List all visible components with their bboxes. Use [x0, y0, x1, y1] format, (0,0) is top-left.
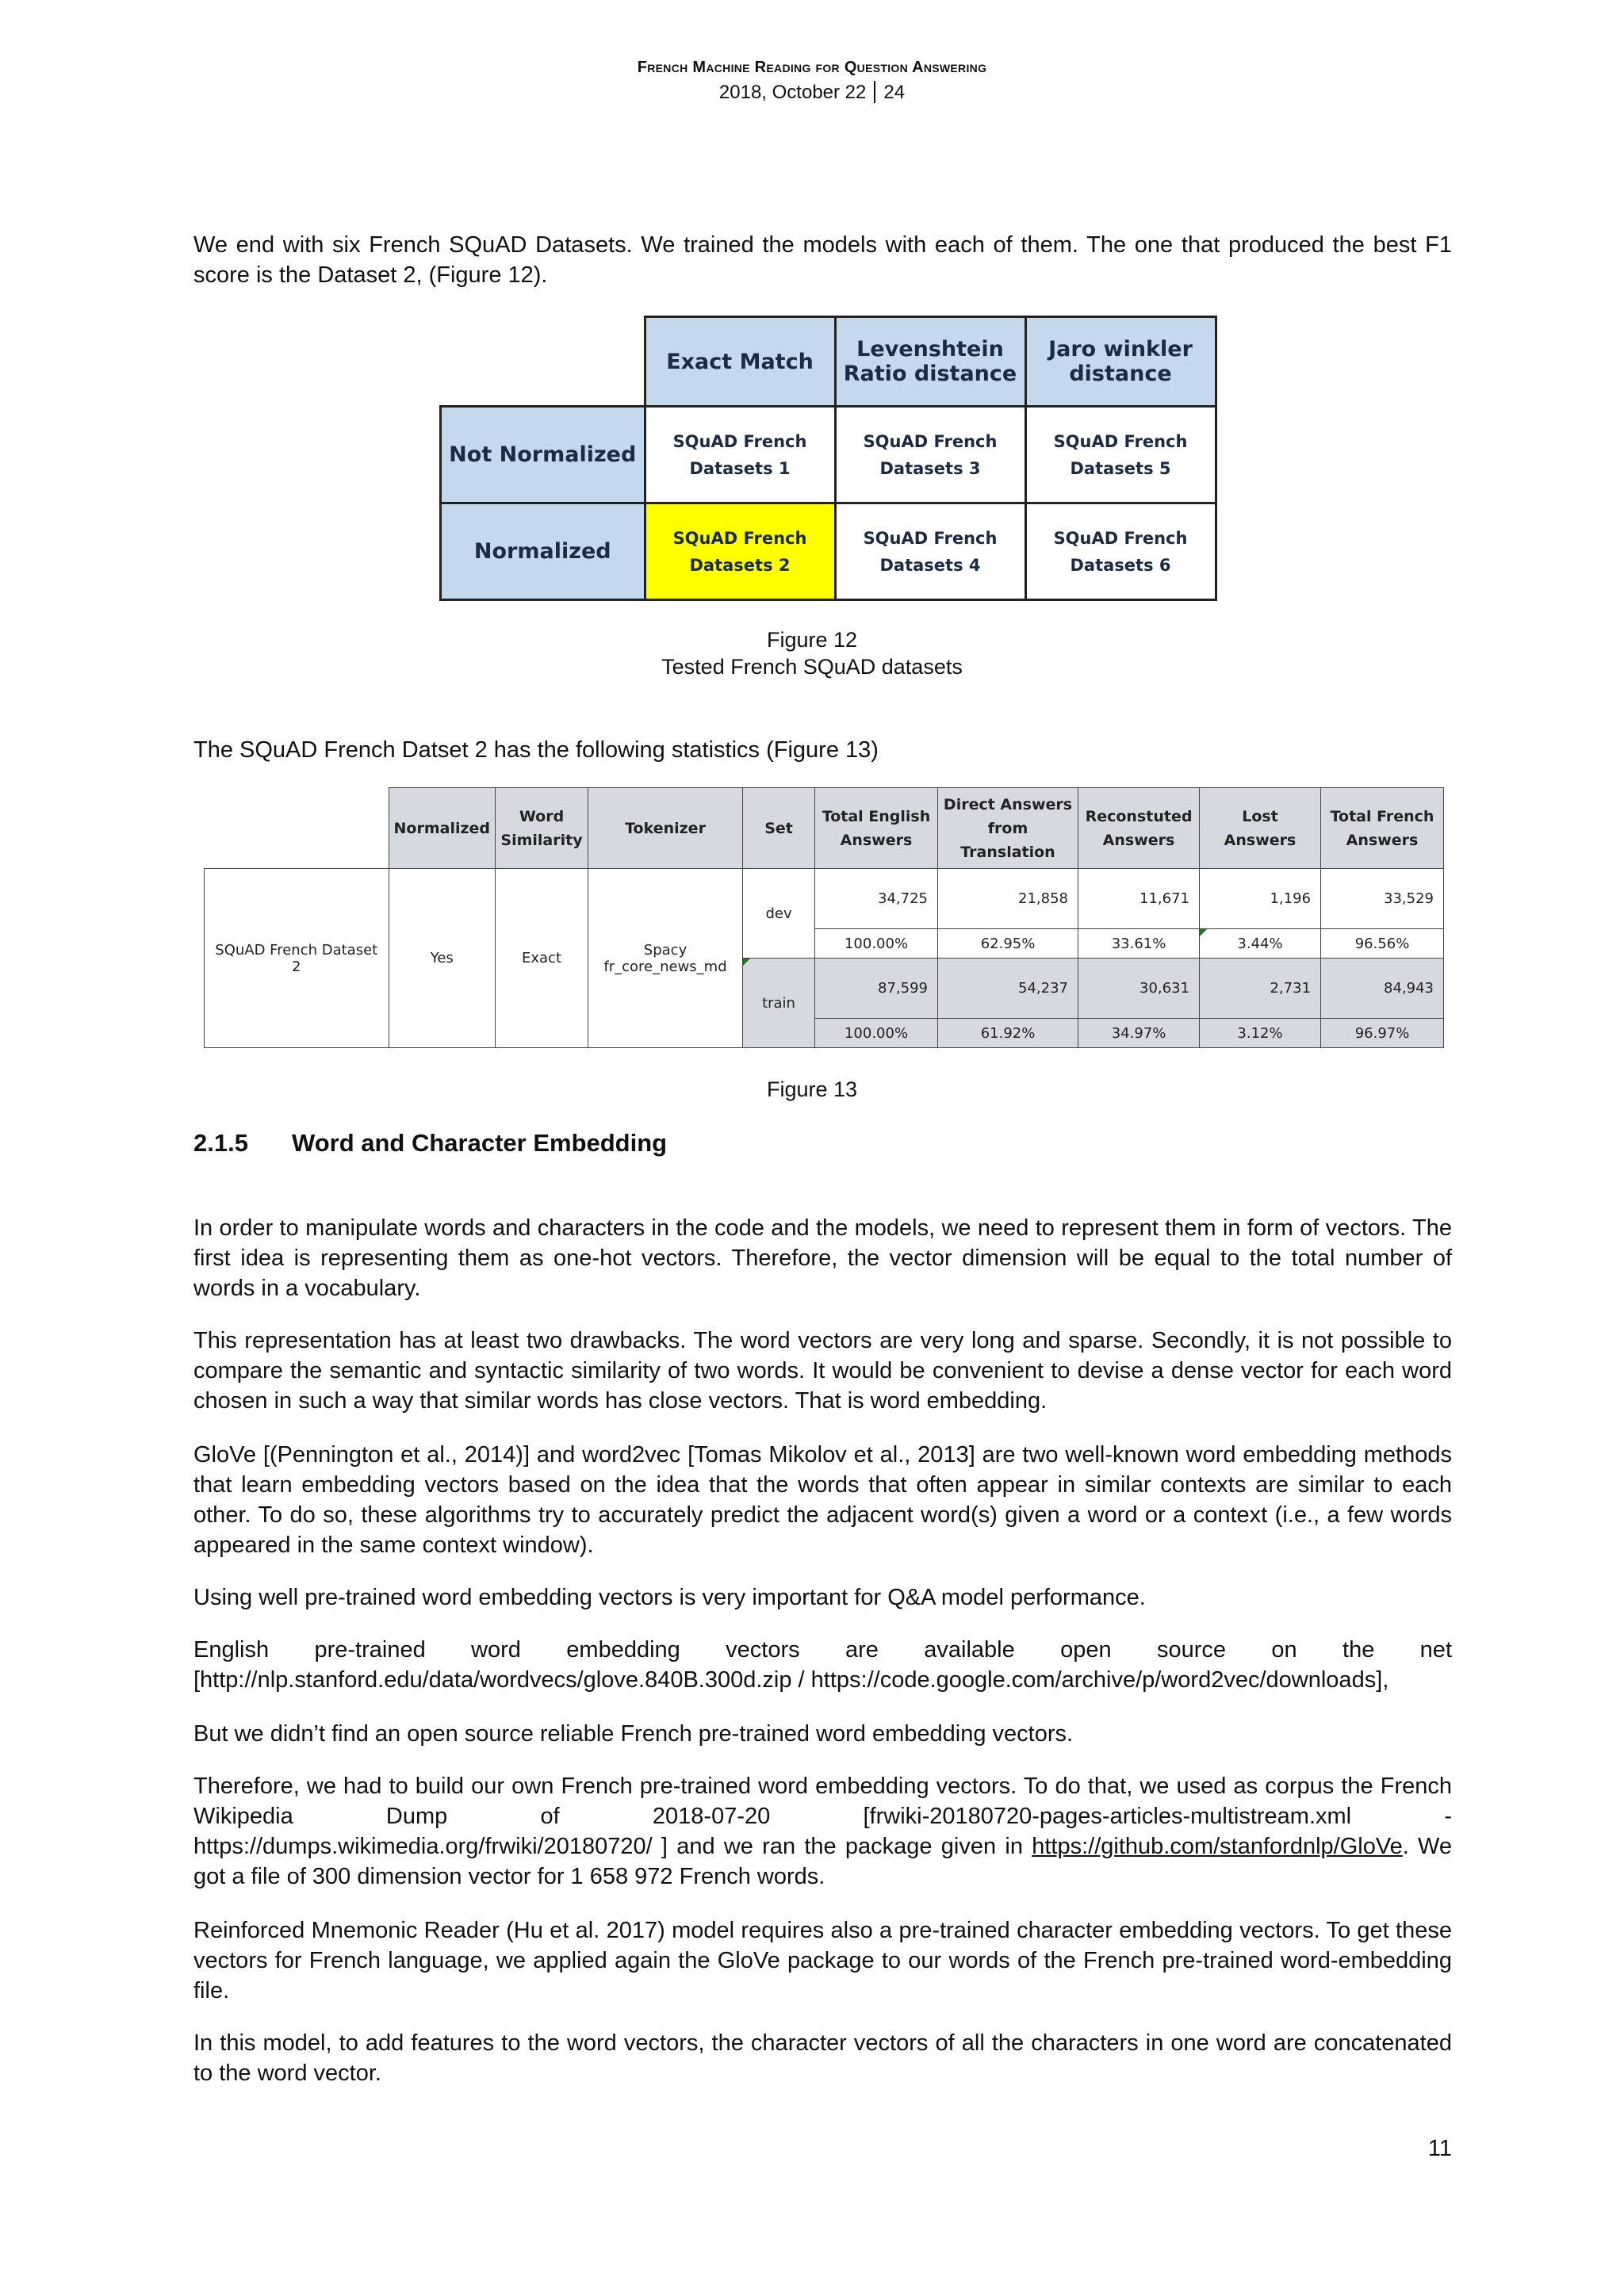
paragraph-5: English pre-trained word embedding vectors are available open source on the net [http://nlp.stanford.edu/data/wordvecs/glove.840B.300d.zip / https://code.google.com/archive/p/word2vec/downloads], [193, 1637, 1452, 1693]
dev-count: 21,858 [938, 869, 1078, 929]
paragraph-1: In order to manipulate words and characters in the code and the models, we need to represent them in form of vectors. The first idea is representing them as one-hot vectors. Therefore, the vector dimension will be equal to the total number of words in a vocabulary. [193, 1215, 1452, 1301]
th-lost-answers: Lost Answers [1200, 788, 1321, 869]
figure-13-caption: Figure 13 [766, 1077, 858, 1101]
dev-count: 33,529 [1321, 869, 1444, 929]
paragraph-3: GloVe [(Pennington et al., 2014)] and word2vec [Tomas Mikolov et al., 2013] are two well-known word embedding methods that learn embedding vectors based on the idea that the words that often appear in similar contexts are similar to each other. To do so, these algorithms try to accurately predict the adjacent word(s) given a word or a context (i.e., a few words appeared in the same context window). [193, 1442, 1452, 1558]
train-pct: 100.00% [815, 1019, 938, 1048]
th-set: Set [743, 788, 815, 869]
dev-count: 34,725 [815, 869, 938, 929]
train-pct: 3.12% [1200, 1019, 1321, 1048]
grid-cell-highlighted: SQuAD French Datasets 2 [645, 503, 835, 600]
paragraph-8: Reinforced Mnemonic Reader (Hu et al. 2017) model requires also a pre-trained character embedding vectors. To get these vectors for French language, we applied again the GloVe package to our words of the French pre-trained word-embedding file. [193, 1918, 1452, 2003]
stats-intro: The SQuAD French Datset 2 has the following statistics (Figure 13) [193, 737, 879, 763]
dev-pct: 96.56% [1321, 929, 1444, 959]
figure-12-title: Tested French SQuAD datasets [661, 655, 963, 679]
grid-cell: SQuAD French Datasets 1 [645, 407, 835, 503]
row-header-not-normalized: Not Normalized [441, 407, 645, 503]
th-total-english: Total English Answers [815, 788, 938, 869]
figure-12-grid [439, 316, 1217, 601]
glove-link[interactable]: https://github.com/stanfordnlp/GloVe [1032, 1834, 1403, 1859]
th-tokenizer: Tokenizer [588, 788, 743, 869]
row-header-normalized: Normalized [441, 503, 645, 600]
dev-pct: 62.95% [938, 929, 1078, 959]
grid-cell: SQuAD French Datasets 5 [1025, 407, 1216, 503]
paragraph-2: This representation has at least two drawbacks. The word vectors are very long and sparse. Secondly, it is not possible to compare the semantic and syntactic similarity of two words. It would be convenient to devise a dense vector for each word chosen in such a way that similar words has close vectors. That is word embedding. [193, 1328, 1452, 1414]
table-corner [205, 788, 389, 869]
train-pct: 34.97% [1078, 1019, 1200, 1048]
figure-13-table [204, 787, 1444, 1048]
header-page-ref: 24 [883, 82, 906, 103]
running-header-date [0, 81, 1624, 104]
train-count: 54,237 [938, 959, 1078, 1019]
header-date: 2018, October 22 [718, 82, 867, 103]
paragraph-4: Using well pre-trained word embedding vectors is very important for Q&A model performance. [193, 1585, 1146, 1610]
figure-12-caption [0, 626, 1624, 680]
train-count: 30,631 [1078, 959, 1200, 1019]
intro-paragraph: We end with six French SQuAD Datasets. We trained the models with each of them. The one that produced the best F1 score is the Dataset 2, (Figure 12). [193, 232, 1452, 288]
page-number: 11 [1427, 2136, 1452, 2161]
col-header-levenshtein: Levenshtein Ratio distance [835, 317, 1025, 407]
grid-cell: SQuAD French Datasets 3 [835, 407, 1025, 503]
normalized-value: Yes [389, 869, 496, 1048]
th-direct-answers: Direct Answers from Translation [938, 788, 1078, 869]
tokenizer-value: Spacy fr_core_news_md [588, 869, 743, 1048]
dev-count: 1,196 [1200, 869, 1321, 929]
paragraph-7: Therefore, we had to build our own French pre-trained word embedding vectors. To do that, we used as corpus the French Wikipedia Dump of 2018-07-20 [frwiki-20180720-pages-articles-multistream.xml -https://dumps.wikimedia.org/frwiki/20180720/ ] and we ran the package given in https://github.com/stanfordnlp/GloVe. We got a file of 300 dimension vector for 1 658 972 French words. [193, 1774, 1453, 1889]
grid-corner [441, 317, 645, 407]
col-header-jaro-winkler: Jaro winkler distance [1025, 317, 1216, 407]
similarity-value: Exact [496, 869, 588, 1048]
paragraph-9: In this model, to add features to the word vectors, the character vectors of all the characters in one word are concatenated to the word vector. [193, 2030, 1452, 2086]
train-count: 84,943 [1321, 959, 1444, 1019]
dev-pct: 33.61% [1078, 929, 1200, 959]
dev-pct: 3.44% [1200, 929, 1321, 959]
dev-count: 11,671 [1078, 869, 1200, 929]
th-word-similarity: Word Similarity [496, 788, 588, 869]
section-heading [193, 1129, 667, 1158]
section-title: Word and Character Embedding [292, 1129, 668, 1157]
paragraph-6: But we didn’t find an open source reliable French pre-trained word embedding vectors. [193, 1721, 1074, 1747]
train-count: 2,731 [1200, 959, 1321, 1019]
train-pct: 61.92% [938, 1019, 1078, 1048]
figure-12-label: Figure 12 [766, 628, 858, 652]
set-dev: dev [743, 869, 815, 959]
header-separator [874, 81, 875, 103]
th-total-french: Total French Answers [1321, 788, 1444, 869]
set-train: train [743, 959, 815, 1048]
running-header-title: French Machine Reading for Question Answering [637, 59, 987, 76]
dataset-name: SQuAD French Dataset 2 [205, 869, 389, 1048]
section-number: 2.1.5 [193, 1129, 248, 1157]
th-reconstuted: Reconstuted Answers [1078, 788, 1200, 869]
col-header-exact-match: Exact Match [645, 317, 835, 407]
dev-pct: 100.00% [815, 929, 938, 959]
th-normalized: Normalized [389, 788, 496, 869]
grid-cell: SQuAD French Datasets 4 [835, 503, 1025, 600]
train-count: 87,599 [815, 959, 938, 1019]
grid-cell: SQuAD French Datasets 6 [1025, 503, 1216, 600]
train-pct: 96.97% [1321, 1019, 1444, 1048]
